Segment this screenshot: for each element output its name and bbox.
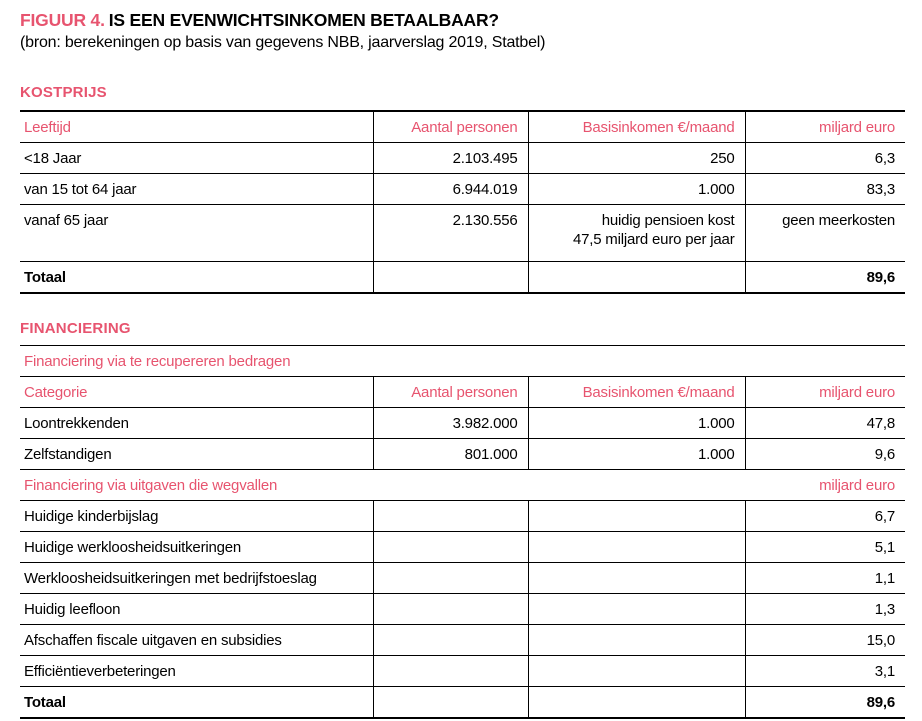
financiering-table bbox=[20, 345, 905, 719]
basisinkomen-cell: 1.000 bbox=[528, 174, 745, 205]
aantal-personen-cell: 801.000 bbox=[373, 439, 528, 470]
kostprijs-header-row bbox=[20, 111, 905, 143]
empty-cell bbox=[528, 262, 745, 294]
empty-cell bbox=[528, 532, 745, 563]
empty-cell bbox=[373, 656, 528, 687]
figure-title: IS EEN EVENWICHTSINKOMEN BETAALBAAR? bbox=[108, 10, 499, 30]
basisinkomen-cell: 1.000 bbox=[528, 408, 745, 439]
wegvallen-subheading: Financiering via uitgaven die wegvallen bbox=[20, 470, 745, 501]
basisinkomen-cell: 250 bbox=[528, 143, 745, 174]
miljard-euro-cell: 47,8 bbox=[745, 408, 905, 439]
row-label: van 15 tot 64 jaar bbox=[20, 174, 373, 205]
total-miljard-euro-cell: 89,6 bbox=[745, 262, 905, 294]
table-row-15-64 bbox=[20, 174, 905, 205]
table-row-zelfstandigen bbox=[20, 439, 905, 470]
aantal-personen-cell: 6.944.019 bbox=[373, 174, 528, 205]
section-heading-kostprijs: KOSTPRIJS bbox=[20, 84, 107, 101]
table-row-65-plus bbox=[20, 205, 905, 262]
wegvallen-subheading-row bbox=[20, 470, 905, 501]
table-row-fiscale-uitgaven bbox=[20, 625, 905, 656]
row-label: Zelfstandigen bbox=[20, 439, 373, 470]
recuperatie-subheading-row bbox=[20, 346, 905, 377]
miljard-euro-cell: geen meerkosten bbox=[745, 205, 905, 262]
empty-cell bbox=[528, 594, 745, 625]
row-label: Huidige werkloosheidsuitkeringen bbox=[20, 532, 373, 563]
table-row-bedrijfstoeslag bbox=[20, 563, 905, 594]
table-row-under-18 bbox=[20, 143, 905, 174]
table-row-efficientieverbeteringen bbox=[20, 656, 905, 687]
basisinkomen-pensioen-cell bbox=[528, 205, 745, 262]
row-label: Huidige kinderbijslag bbox=[20, 501, 373, 532]
row-label: Huidig leefloon bbox=[20, 594, 373, 625]
figure-source: (bron: berekeningen op basis van gegevens NBB, jaarverslag 2019, Statbel) bbox=[20, 34, 546, 51]
empty-cell bbox=[528, 501, 745, 532]
kostprijs-table bbox=[20, 110, 905, 294]
section-heading-financiering: FINANCIERING bbox=[20, 320, 131, 337]
table-row-loontrekkenden bbox=[20, 408, 905, 439]
miljard-euro-cell: 1,1 bbox=[745, 563, 905, 594]
miljard-euro-cell: 1,3 bbox=[745, 594, 905, 625]
column-header-aantal-personen: Aantal personen bbox=[373, 377, 528, 408]
miljard-euro-cell: 3,1 bbox=[745, 656, 905, 687]
miljard-euro-cell: 5,1 bbox=[745, 532, 905, 563]
empty-cell bbox=[373, 687, 528, 719]
total-miljard-euro-cell: 89,6 bbox=[745, 687, 905, 719]
empty-cell bbox=[373, 532, 528, 563]
total-label: Totaal bbox=[20, 687, 373, 719]
column-header-leeftijd: Leeftijd bbox=[20, 111, 373, 143]
table-row-leefloon bbox=[20, 594, 905, 625]
row-label: Afschaffen fiscale uitgaven en subsidies bbox=[20, 625, 373, 656]
column-header-miljard-euro: miljard euro bbox=[745, 111, 905, 143]
empty-cell bbox=[373, 594, 528, 625]
column-header-basisinkomen: Basisinkomen €/maand bbox=[528, 377, 745, 408]
financiering-total-row bbox=[20, 687, 905, 719]
empty-cell bbox=[528, 656, 745, 687]
empty-cell bbox=[528, 625, 745, 656]
miljard-euro-cell: 6,7 bbox=[745, 501, 905, 532]
empty-cell bbox=[528, 687, 745, 719]
table-row-werkloosheidsuitkeringen bbox=[20, 532, 905, 563]
empty-cell bbox=[373, 501, 528, 532]
miljard-euro-cell: 83,3 bbox=[745, 174, 905, 205]
column-header-basisinkomen: Basisinkomen €/maand bbox=[528, 111, 745, 143]
row-label: Loontrekkenden bbox=[20, 408, 373, 439]
total-label: Totaal bbox=[20, 262, 373, 294]
table-row-kinderbijslag bbox=[20, 501, 905, 532]
row-label: <18 Jaar bbox=[20, 143, 373, 174]
miljard-euro-cell: 6,3 bbox=[745, 143, 905, 174]
column-header-aantal-personen: Aantal personen bbox=[373, 111, 528, 143]
row-label: Efficiëntieverbeteringen bbox=[20, 656, 373, 687]
empty-cell bbox=[373, 625, 528, 656]
empty-cell bbox=[528, 563, 745, 594]
aantal-personen-cell: 2.130.556 bbox=[373, 205, 528, 262]
column-header-categorie: Categorie bbox=[20, 377, 373, 408]
pensioen-note-line-2: 47,5 miljard euro per jaar bbox=[572, 231, 735, 248]
aantal-personen-cell: 2.103.495 bbox=[373, 143, 528, 174]
pensioen-note-line-1: huidig pensioen kost bbox=[601, 212, 735, 229]
financiering-header-row bbox=[20, 377, 905, 408]
row-label: vanaf 65 jaar bbox=[20, 205, 373, 262]
row-label: Werkloosheidsuitkeringen met bedrijfstoeslag bbox=[20, 563, 373, 594]
miljard-euro-cell: 9,6 bbox=[745, 439, 905, 470]
column-header-miljard-euro: miljard euro bbox=[745, 377, 905, 408]
empty-cell bbox=[373, 563, 528, 594]
basisinkomen-cell: 1.000 bbox=[528, 439, 745, 470]
figure-label: FIGUUR 4. bbox=[20, 10, 105, 30]
figure-title-line bbox=[20, 9, 905, 31]
aantal-personen-cell: 3.982.000 bbox=[373, 408, 528, 439]
miljard-euro-cell: 15,0 bbox=[745, 625, 905, 656]
kostprijs-total-row bbox=[20, 262, 905, 294]
recuperatie-subheading: Financiering via te recupereren bedragen bbox=[20, 346, 905, 377]
wegvallen-unit-header: miljard euro bbox=[745, 470, 905, 501]
empty-cell bbox=[373, 262, 528, 294]
